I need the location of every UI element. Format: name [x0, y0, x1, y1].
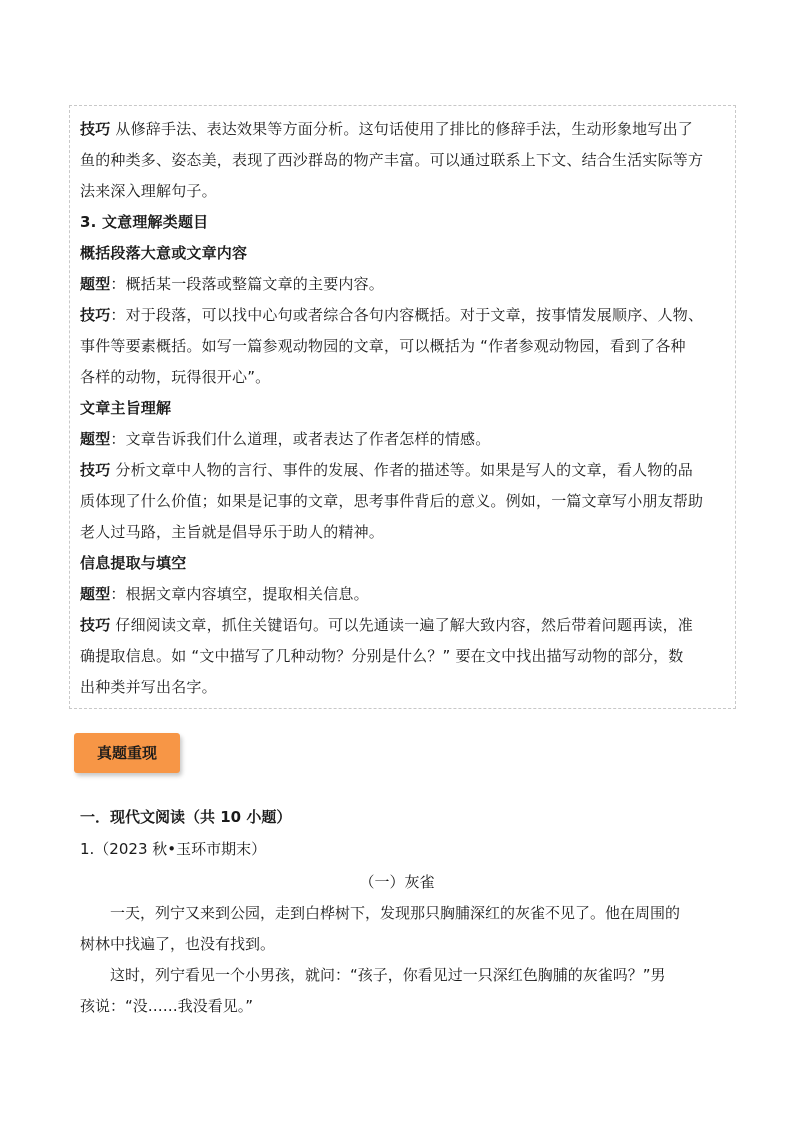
tip-info-line-2: 确提取信息。如 “文中描写了几种动物？分别是什么？” 要在文中找出描写动物的部分，数	[80, 647, 684, 665]
tip-info-line-1: 技巧 仔细阅读文章，抓住关键语句。可以先通读一遍了解大致内容，然后带着问题再读，准	[80, 616, 693, 634]
tip-rhetoric-line-1: 技巧 从修辞手法、表达效果等方面分析。这句话使用了排比的修辞手法，生动形象地写出了	[80, 120, 693, 138]
tip-rhetoric-line-3: 法来深入理解句子。	[80, 182, 217, 200]
question-type-summary: 题型：概括某一段落或整篇文章的主要内容。	[80, 275, 385, 293]
passage-p2-line2: 孩说：“没……我没看见。”	[80, 997, 254, 1015]
tip-rhetoric-line-2: 鱼的种类多、姿态美，表现了西沙群岛的物产丰富。可以通过联系上下文、结合生活实际等方	[80, 151, 704, 169]
tip-theme-line-2: 质体现了什么价值；如果是记事的文章，思考事件背后的意义。例如，一篇文章写小朋友帮助	[80, 492, 704, 510]
subheading-info: 信息提取与填空	[80, 554, 187, 572]
passage-title: （一）灰雀	[359, 873, 435, 891]
question-type-theme: 题型：文章告诉我们什么道理，或者表达了作者怎样的情感。	[80, 430, 491, 448]
tip-theme-line-3: 老人过马路，主旨就是倡导乐于助人的精神。	[80, 523, 385, 541]
passage-p1-line2: 树林中找遍了，也没有找到。	[80, 935, 276, 953]
tip-summary-line-1: 技巧：对于段落，可以找中心句或者综合各句内容概括。对于文章，按事情发展顺序、人物、	[80, 306, 704, 324]
tip-theme-line-1: 技巧 分析文章中人物的言行、事件的发展、作者的描述等。如果是写人的文章，看人物的品	[80, 461, 693, 479]
section-badge: 真题重现	[74, 733, 180, 773]
passage-p2-line1: 这时，列宁看见一个小男孩，就问：“孩子，你看见过一只深红色胸脯的灰雀吗？”男	[110, 966, 666, 984]
passage-p1-line1: 一天，列宁又来到公园，走到白桦树下，发现那只胸脯深红的灰雀不见了。他在周围的	[110, 904, 681, 922]
tip-info-line-3: 出种类并写出名字。	[80, 678, 217, 696]
section-title: 一．现代文阅读（共 10 小题）	[80, 808, 292, 826]
subheading-theme: 文章主旨理解	[80, 399, 172, 417]
tips-box	[69, 105, 736, 709]
tip-summary-line-2: 事件等要素概括。如写一篇参观动物园的文章，可以概括为 “作者参观动物园，看到了各种	[80, 337, 686, 355]
subheading-summary: 概括段落大意或文章内容	[80, 244, 248, 262]
tip-label: 技巧	[80, 120, 111, 138]
question-source: 1.（2023 秋•玉环市期末）	[80, 840, 267, 858]
heading-comprehension: 3. 文意理解类题目	[80, 213, 209, 231]
tip-summary-line-3: 各样的动物，玩得很开心”。	[80, 368, 271, 386]
question-type-info: 题型：根据文章内容填空，提取相关信息。	[80, 585, 369, 603]
